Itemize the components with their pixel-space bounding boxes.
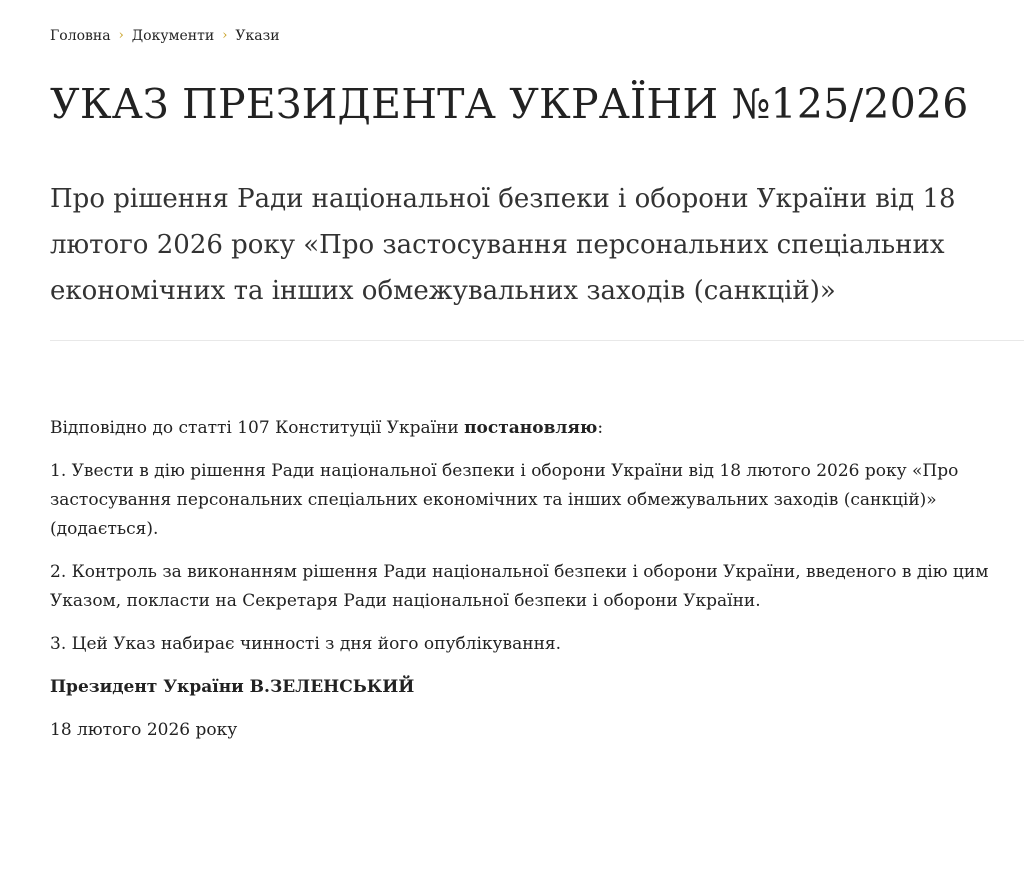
intro-end: : [597, 418, 604, 438]
decree-date: 18 лютого 2026 року [50, 720, 238, 740]
decree-item-3: 3. Цей Указ набирає чинності з дня його опублікування. [50, 634, 562, 654]
breadcrumb-decrees-link[interactable]: Укази [235, 28, 280, 44]
decree-item-1: 1. Увести в дію рішення Ради національної безпеки і оборони України від 18 лютого 2026 року «Про застосування персональних спеціальних економічних та інших обмежувальних заходів (санкцій)» (додається). [50, 461, 959, 539]
breadcrumb-separator-icon: › [118, 28, 124, 43]
decree-signature: Президент України В.ЗЕЛЕНСЬКИЙ [50, 677, 415, 697]
page-subtitle: Про рішення Ради національної безпеки і оборони України від 18 лютого 2026 року «Про застосування персональних спеціальних економічних та інших обмежувальних заходів (санкцій)» [50, 184, 956, 306]
breadcrumb-documents-link[interactable]: Документи [131, 28, 215, 44]
breadcrumb-home-link[interactable]: Головна [50, 28, 111, 44]
intro-bold: постановляю [464, 418, 598, 438]
decree-body [50, 414, 990, 759]
section-divider [50, 340, 1024, 341]
intro-text: Відповідно до статті 107 Конституції України [50, 418, 465, 438]
breadcrumb [50, 27, 280, 45]
breadcrumb-separator-icon: › [222, 28, 228, 43]
page-title: УКАЗ ПРЕЗИДЕНТА УКРАЇНИ №125/2026 [50, 80, 969, 128]
decree-intro [50, 414, 990, 443]
decree-item-2: 2. Контроль за виконанням рішення Ради національної безпеки і оборони України, введеного в дію цим Указом, покласти на Секретаря Ради національної безпеки і оборони України. [50, 562, 989, 611]
